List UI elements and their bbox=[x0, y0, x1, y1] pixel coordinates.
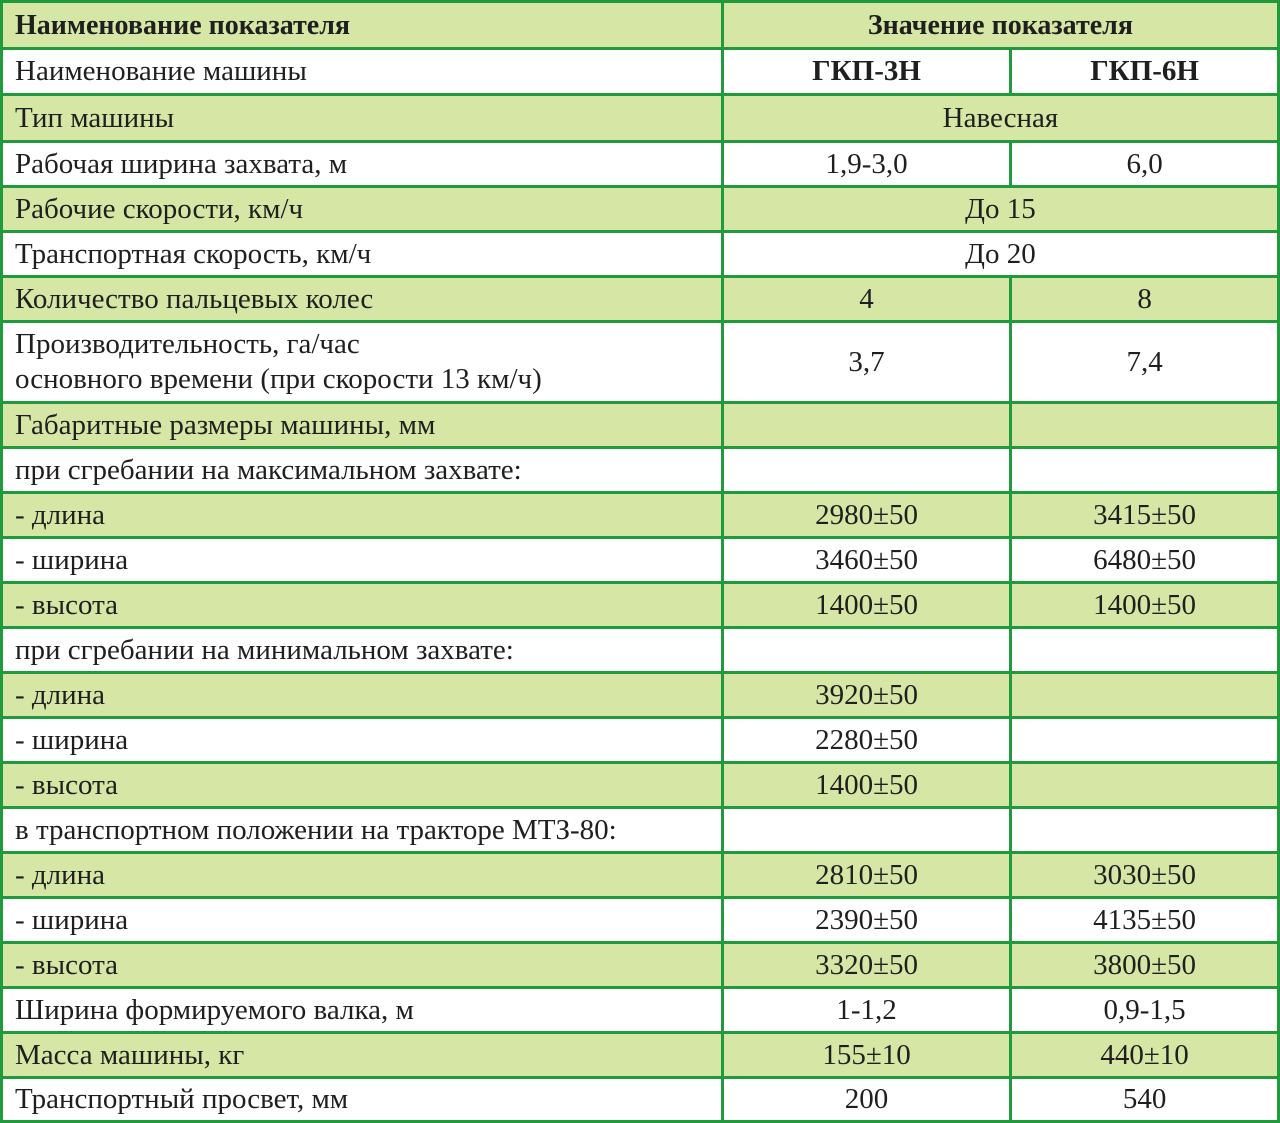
table-row bbox=[2, 448, 1279, 493]
value-gkp-3n: 4 bbox=[722, 277, 1010, 322]
value-gkp-6n: 1400±50 bbox=[1011, 583, 1279, 628]
value-gkp-3n: 2980±50 bbox=[722, 493, 1010, 538]
row-label: - ширина bbox=[2, 538, 723, 583]
value-gkp-6n: 6480±50 bbox=[1011, 538, 1279, 583]
value-gkp-3n: 3320±50 bbox=[722, 943, 1010, 988]
row-label: в транспортном положении на тракторе МТЗ-80: bbox=[2, 808, 723, 853]
value-gkp-3n bbox=[722, 448, 1010, 493]
row-label: Транспортный просвет, мм bbox=[2, 1078, 723, 1122]
table-row bbox=[2, 232, 1279, 277]
value-gkp-3n: 3,7 bbox=[722, 322, 1010, 403]
value-gkp-6n bbox=[1011, 763, 1279, 808]
value-gkp-3n: 200 bbox=[722, 1078, 1010, 1122]
value-gkp-6n: 8 bbox=[1011, 277, 1279, 322]
row-label: - ширина bbox=[2, 718, 723, 763]
value-gkp-6n: 3800±50 bbox=[1011, 943, 1279, 988]
value-gkp-3n bbox=[722, 403, 1010, 448]
row-label: Наименование машины bbox=[2, 49, 723, 95]
value-gkp-6n: 7,4 bbox=[1011, 322, 1279, 403]
value-gkp-3n: 1-1,2 bbox=[722, 988, 1010, 1033]
row-label: - ширина bbox=[2, 898, 723, 943]
table-row bbox=[2, 583, 1279, 628]
row-label: Рабочие скорости, км/ч bbox=[2, 187, 723, 232]
table-row bbox=[2, 277, 1279, 322]
table-row bbox=[2, 988, 1279, 1033]
value-gkp-6n bbox=[1011, 628, 1279, 673]
value-gkp-6n bbox=[1011, 673, 1279, 718]
value-gkp-6n: 3415±50 bbox=[1011, 493, 1279, 538]
table-row bbox=[2, 1033, 1279, 1078]
row-label: Габаритные размеры машины, мм bbox=[2, 403, 723, 448]
value-gkp-3n: 155±10 bbox=[722, 1033, 1010, 1078]
row-label: при сгребании на минимальном захвате: bbox=[2, 628, 723, 673]
row-label: Масса машины, кг bbox=[2, 1033, 723, 1078]
row-label: Количество пальцевых колес bbox=[2, 277, 723, 322]
table-row bbox=[2, 898, 1279, 943]
value-gkp-6n: 6,0 bbox=[1011, 142, 1279, 187]
row-label: Ширина формируемого валка, м bbox=[2, 988, 723, 1033]
row-label: Рабочая ширина захвата, м bbox=[2, 142, 723, 187]
table-row bbox=[2, 322, 1279, 403]
value-gkp-6n: 540 bbox=[1011, 1078, 1279, 1122]
value-gkp-6n: 4135±50 bbox=[1011, 898, 1279, 943]
header-indicator-value: Значение показателя bbox=[722, 2, 1278, 49]
row-label: - длина bbox=[2, 853, 723, 898]
row-label: Тип машины bbox=[2, 95, 723, 142]
value-gkp-3n: 2280±50 bbox=[722, 718, 1010, 763]
table-row bbox=[2, 628, 1279, 673]
table-row bbox=[2, 853, 1279, 898]
value-gkp-6n bbox=[1011, 808, 1279, 853]
value-gkp-6n bbox=[1011, 718, 1279, 763]
header-indicator-name: Наименование показателя bbox=[2, 2, 723, 49]
row-label: Транспортная скорость, км/ч bbox=[2, 232, 723, 277]
value-gkp-3n bbox=[722, 808, 1010, 853]
value-gkp-6n bbox=[1011, 448, 1279, 493]
table-row bbox=[2, 493, 1279, 538]
value-gkp-6n: 440±10 bbox=[1011, 1033, 1279, 1078]
table-row bbox=[2, 718, 1279, 763]
row-label: - длина bbox=[2, 493, 723, 538]
table-row bbox=[2, 403, 1279, 448]
row-value: До 15 bbox=[722, 187, 1278, 232]
value-gkp-3n: 2390±50 bbox=[722, 898, 1010, 943]
value-gkp-3n: 1400±50 bbox=[722, 763, 1010, 808]
table-row bbox=[2, 49, 1279, 95]
row-value: Навесная bbox=[722, 95, 1278, 142]
row-label: - высота bbox=[2, 583, 723, 628]
value-gkp-3n: 3460±50 bbox=[722, 538, 1010, 583]
table-row bbox=[2, 943, 1279, 988]
row-label: - длина bbox=[2, 673, 723, 718]
row-value: До 20 bbox=[722, 232, 1278, 277]
row-label bbox=[2, 322, 723, 403]
header-row bbox=[2, 2, 1279, 49]
value-gkp-6n: 0,9-1,5 bbox=[1011, 988, 1279, 1033]
table-row bbox=[2, 673, 1279, 718]
table-row bbox=[2, 95, 1279, 142]
row-label-line-2: основного времени (при скорости 13 км/ч) bbox=[15, 363, 542, 395]
value-gkp-3n: 1,9-3,0 bbox=[722, 142, 1010, 187]
table-row bbox=[2, 187, 1279, 232]
model-gkp-3n: ГКП-3Н bbox=[722, 49, 1010, 95]
row-label-line-1: Производительность, га/час bbox=[15, 328, 360, 360]
model-gkp-6n: ГКП-6Н bbox=[1011, 49, 1279, 95]
row-label: - высота bbox=[2, 763, 723, 808]
value-gkp-3n: 3920±50 bbox=[722, 673, 1010, 718]
table-row bbox=[2, 142, 1279, 187]
row-label: - высота bbox=[2, 943, 723, 988]
value-gkp-6n bbox=[1011, 403, 1279, 448]
table-row bbox=[2, 808, 1279, 853]
value-gkp-3n bbox=[722, 628, 1010, 673]
value-gkp-3n: 1400±50 bbox=[722, 583, 1010, 628]
table-row bbox=[2, 763, 1279, 808]
table-row bbox=[2, 538, 1279, 583]
row-label: при сгребании на максимальном захвате: bbox=[2, 448, 723, 493]
value-gkp-6n: 3030±50 bbox=[1011, 853, 1279, 898]
value-gkp-3n: 2810±50 bbox=[722, 853, 1010, 898]
